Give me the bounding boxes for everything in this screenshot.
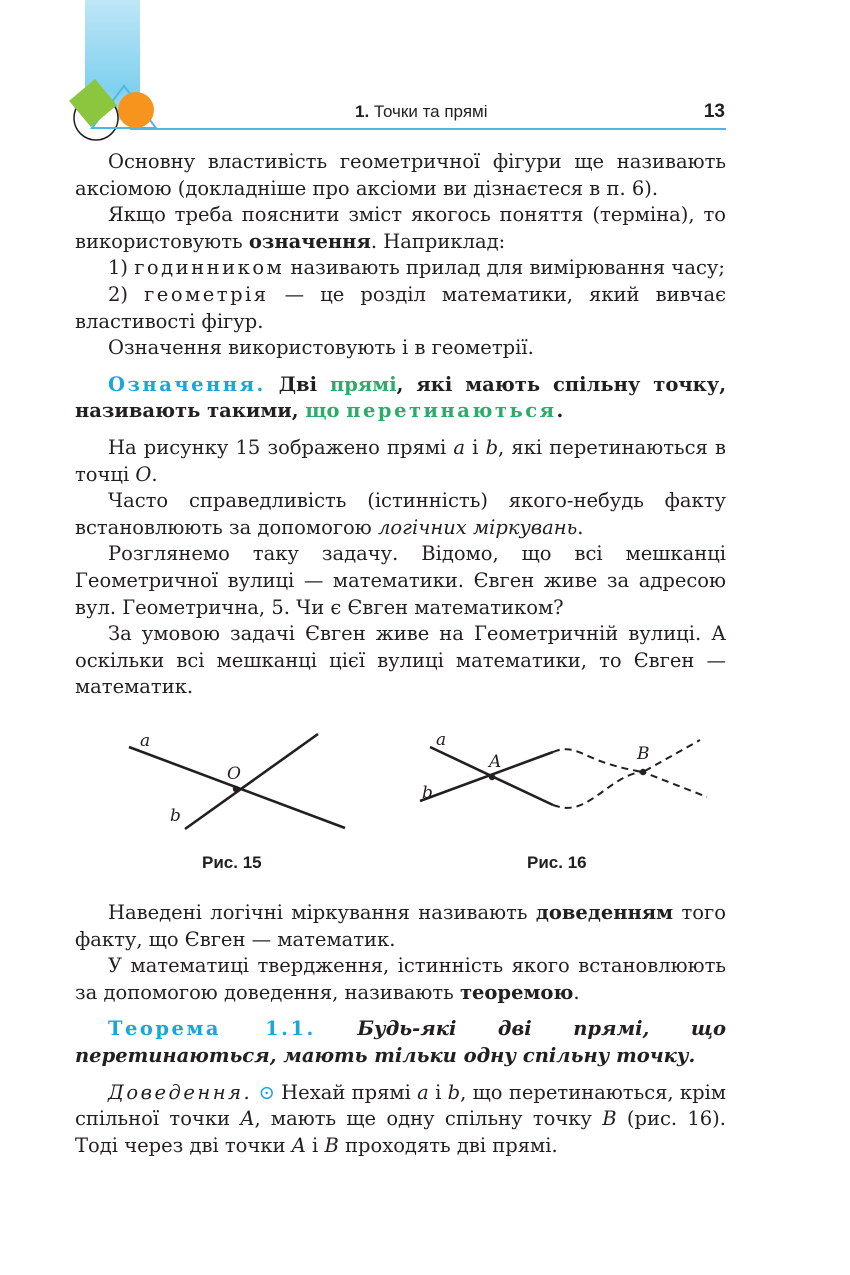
fig15-line-b — [185, 734, 318, 829]
running-title: 1. Точки та прямі — [355, 102, 488, 121]
list-item-2: 2) геометрія — це розділ математики, який вивчає властивості фігур. — [75, 282, 726, 333]
figure-16-caption: Рис. 16 — [527, 853, 587, 872]
paragraph-problem: Розглянемо таку задачу. Відомо, що всі мешканці Геометричної вулиці — математики. Євген живе за адресою вул. Геометрична, 5. Чи є Євген математиком? — [75, 542, 726, 619]
paragraph-definitions-used: Означення використовують і в геометрії. — [108, 336, 534, 360]
figure-15-caption: Рис. 15 — [202, 853, 262, 872]
paragraph-solution: За умовою задачі Євген живе на Геометричній вулиці. А оскільки всі мешканці цієї вулиці математики, то Євген — математик. — [75, 622, 726, 699]
page-number: 13 — [703, 101, 725, 122]
fig16-point-b — [640, 769, 646, 775]
fig15-point-o — [233, 786, 239, 792]
fig16-point-a — [489, 774, 495, 780]
upper-text — [75, 149, 726, 701]
fig16-label-b: b — [422, 783, 433, 803]
fig16-dashed-a — [553, 772, 707, 808]
fig16-label-point-a: A — [489, 752, 502, 772]
proof-start-icon: ⊙ — [258, 1080, 275, 1104]
proof-block: Доведення. ⊙ Нехай прямі a і b, що перетинаються, крім спільної точки A, мають ще одну спільну точку B (рис. 16). Тоді через дві точки A і B проходять дві прямі. — [75, 1080, 727, 1157]
paragraph-proof-term: Наведені логічні міркування називають доведенням того факту, що Євген — математик. — [75, 901, 726, 951]
fig15-label-b: b — [170, 806, 181, 826]
figure-16 — [410, 725, 715, 840]
paragraph-logical-reasoning: Часто справедливість (істинність) якого-небудь факту встановлюють за допомогою логічних міркувань. — [75, 489, 726, 539]
paragraph-figure-15: На рисунку 15 зображено прямі a і b, які перетинаються в точці O. — [75, 435, 726, 486]
geometry-logo-icon — [64, 72, 164, 144]
fig16-label-a: a — [436, 730, 447, 750]
lower-text — [75, 900, 726, 1159]
paragraph-definition-intro: Якщо треба пояснити зміст якогось поняття (терміна), то використовують означення. Наприклад: — [75, 203, 726, 253]
fig16-line-b — [420, 752, 553, 801]
paragraph-theorem-term: У математиці твердження, істинність якого встановлюють за допомогою доведення, називають теоремою. — [75, 954, 726, 1004]
fig16-label-point-b: B — [637, 744, 650, 764]
theorem-block: Теорема 1.1. Будь-які дві прямі, що перетинаються, мають тільки одну спільну точку. — [75, 1017, 727, 1067]
paragraph-axiom: Основну властивість геометричної фігури ще називають аксіомою (докладніше про аксіоми ви дізнаєтеся в п. 6). — [75, 150, 726, 200]
fig15-label-o: O — [227, 764, 241, 784]
fig16-dashed-b — [553, 740, 700, 772]
figure-15 — [115, 725, 365, 840]
header-rule — [130, 128, 726, 130]
definition-block: Означення. Дві прямі, які мають спільну точку, називають такими, що перетинаються. — [75, 372, 726, 423]
list-item-1: 1) годинником називають прилад для вимірювання часу; — [108, 256, 725, 280]
fig15-label-a: a — [140, 731, 151, 751]
